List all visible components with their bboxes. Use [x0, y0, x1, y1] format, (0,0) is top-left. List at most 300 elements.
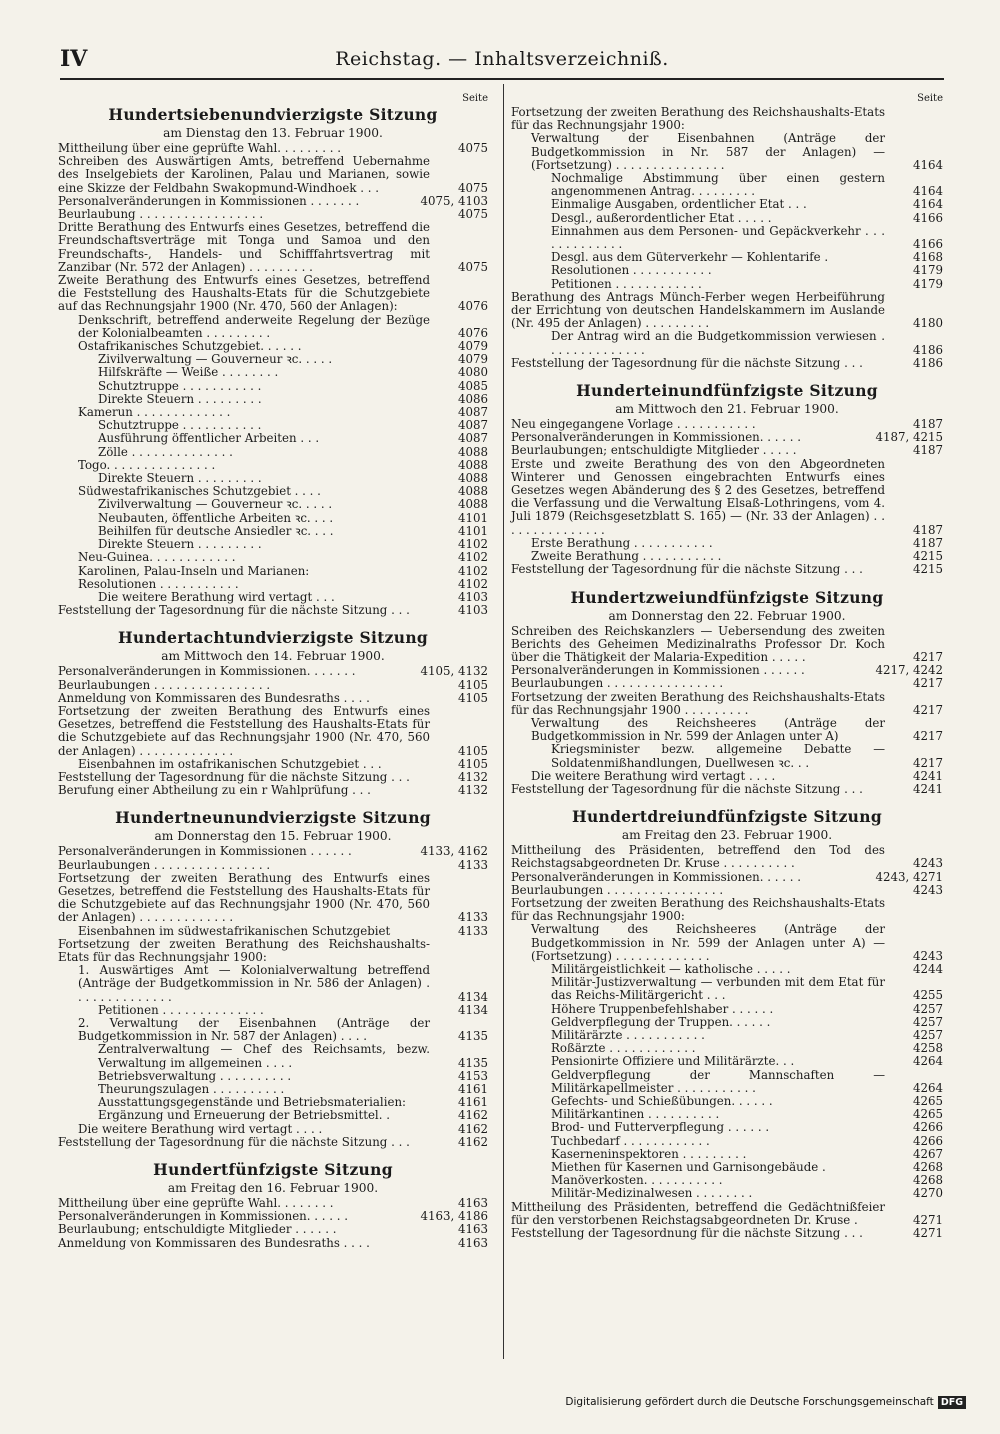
entry-text: Militärärzte . . . . . . . . . . .	[551, 1027, 705, 1042]
entry-text: Dritte Berathung des Entwurfs eines Gesetzes, betreffend die Freundschaftsverträge mit Tonga und Samoa und den Freundschafts-, Handels- und Schifffahrtsvertrag mit Zanzibar (Nr. 572 der Anlagen) . . . . . . . . .	[58, 220, 430, 274]
entry-text: Miethen für Kasernen und Garnisongebäude .	[551, 1160, 826, 1175]
entry-page-number: 4187, 4215	[875, 430, 943, 445]
entry-text: Militärgeistlichkeit — katholische . . . . .	[551, 961, 791, 976]
entry-text: Zweite Berathung des Entwurfs eines Gesetzes, betreffend die Feststellung des Haushalts-Etats für die Schutzgebiete auf das Rechnungsjahr 1900 (Nr. 470, 560 der Anlagen):	[58, 273, 430, 314]
entry-page-number: 4087	[457, 418, 488, 433]
entry-text: Einmalige Ausgaben, ordentlicher Etat . . .	[551, 197, 807, 212]
entry-page-number: 4075, 4103	[420, 193, 488, 208]
toc-entry	[58, 221, 488, 274]
toc-entry	[511, 1227, 943, 1240]
entry-text: Manöverkosten. . . . . . . . . . .	[551, 1173, 723, 1188]
entry-text: Ausführung öffentlicher Arbeiten . . .	[98, 431, 320, 446]
entry-page-number: 4241	[912, 768, 943, 783]
entry-page-number: 4243	[912, 882, 943, 897]
toc-entry	[58, 512, 488, 525]
entry-text: Zweite Berathung . . . . . . . . . . .	[531, 549, 722, 564]
entry-page-number: 4087	[457, 405, 488, 420]
toc-entry	[58, 1004, 488, 1017]
entry-text: Kaserneninspektoren . . . . . . . . .	[551, 1146, 747, 1161]
entry-text: Verwaltung des Reichsheeres (Anträge der Budgetkommission in Nr. 599 der Anlagen unter A) — (Fortsetzung) . . . . . . . . . . . . .	[531, 922, 885, 963]
toc-entry	[58, 872, 488, 925]
entry-text: Fortsetzung der zweiten Berathung des Entwurfs eines Gesetzes, betreffend die Feststellung des Haushalts-Etats für die Schutzgebiete auf das Rechnungsjahr 1900 (Nr. 470, 560 der Anlagen) . . . . . . . . . . . . .	[58, 870, 430, 925]
entry-page-number: 4217, 4242	[875, 663, 943, 678]
entry-text: Schutztruppe . . . . . . . . . . .	[98, 378, 262, 393]
entry-page-number: 4153	[457, 1068, 488, 1083]
toc-entry	[511, 844, 943, 870]
session-title: Hundertdreiundfünfzigste Sitzung	[572, 807, 882, 827]
entry-page-number: 4186	[912, 355, 943, 370]
entry-page-number: 4079	[457, 339, 488, 354]
session-title: Hundertzweiundfünfzigste Sitzung	[570, 587, 884, 607]
entry-page-number: 4257	[912, 1001, 943, 1016]
entry-page-number: 4133, 4162	[420, 844, 488, 859]
entry-page-number: 4085	[457, 378, 488, 393]
entry-page-number: 4164	[912, 157, 943, 172]
entry-page-number: 4179	[912, 276, 943, 291]
entry-text: Mittheilung des Präsidenten, betreffend die Gedächtnißfeier für den verstorbenen Reichstagsabgeordneten Dr. Kruse .	[511, 1199, 885, 1227]
entry-page-number: 4168	[912, 250, 943, 265]
entry-text: Schutztruppe . . . . . . . . . . .	[98, 418, 262, 433]
entry-text: Beurlaubung; entschuldigte Mitglieder . . . . . .	[58, 1222, 337, 1237]
entry-text: Direkte Steuern . . . . . . . . .	[98, 471, 262, 486]
entry-text: 2. Verwaltung der Eisenbahnen (Anträge der Budgetkommission in Nr. 587 der Anlagen) . . . .	[78, 1015, 430, 1044]
entry-text: Fortsetzung der zweiten Berathung des Reichshaushalts-Etats für das Rechnungsjahr 1900:	[511, 105, 885, 133]
entry-text: Erste und zweite Berathung des von den Abgeordneten Winterer und Genossen eingebrachten Entwurfs eines Gesetzes wegen Abänderung des § 2 des Gesetzes, betreffend die Verfassung und die Verwaltung Elsaß-Lothringens, vom 4. Juli 1879 (Reichsgesetzblatt S. 165) — (Nr. 33 der Anlagen) . . . . . . . . . . . . . . .	[511, 456, 885, 537]
entry-text: Direkte Steuern . . . . . . . . .	[98, 537, 262, 552]
entry-text: Zentralverwaltung — Chef des Reichsamts, bezw. Verwaltung im allgemeinen . . . .	[98, 1042, 430, 1070]
toc-entry	[58, 845, 488, 858]
entry-text: Neubauten, öffentliche Arbeiten ꝛc. . . .	[98, 510, 334, 525]
entry-page-number: 4079	[457, 352, 488, 367]
entry-page-number: 4163, 4186	[420, 1209, 488, 1224]
entry-text: Personalveränderungen in Kommissionen . . . . . .	[511, 663, 805, 678]
entry-page-number: 4187	[912, 535, 943, 550]
toc-entry	[58, 1136, 488, 1149]
entry-text: Feststellung der Tagesordnung für die nächste Sitzung . . .	[511, 562, 863, 577]
entry-text: Südwestafrikanisches Schutzgebiet . . . .	[78, 484, 321, 499]
entry-text: Ausstattungsgegenstände und Betriebsmaterialien:	[98, 1095, 407, 1110]
toc-entry	[58, 498, 488, 511]
entry-text: Feststellung der Tagesordnung für die nächste Sitzung . . .	[58, 603, 410, 618]
entry-text: Militärkantinen . . . . . . . . . .	[551, 1107, 720, 1122]
entry-page-number: 4186	[912, 342, 943, 357]
entry-text: Berufung einer Abtheilung zu ein r Wahlprüfung . . .	[58, 783, 371, 798]
entry-page-number: 4075	[457, 180, 488, 195]
entry-page-number: 4132	[457, 783, 488, 798]
entry-text: Zivilverwaltung — Gouverneur ꝛc. . . . .	[98, 352, 333, 367]
entry-page-number: 4102	[457, 550, 488, 565]
entry-text: Berathung des Antrags Münch-Ferber wegen Herbeiführung der Errichtung von deutschen Handelskammern im Auslande (Nr. 495 der Anlagen) . . . . . . . . .	[511, 289, 885, 331]
seite-label: Seite	[917, 93, 943, 104]
entry-text: Personalveränderungen in Kommissionen. . . . . .	[511, 869, 802, 884]
entry-page-number: 4162	[457, 1121, 488, 1136]
entry-text: Fortsetzung der zweiten Berathung des Entwurfs eines Gesetzes, betreffend die Feststellung des Haushalts-Etats für die Schutzgebiete auf das Rechnungsjahr 1900 (Nr. 470, 560 der Anlagen) . . . . . . . . . . . . .	[58, 703, 430, 758]
entry-page-number: 4244	[912, 961, 943, 976]
entry-page-number: 4268	[912, 1173, 943, 1188]
session-date: am Dienstag den 13. Februar 1900.	[163, 126, 383, 140]
entry-text: Theurungszulagen . . . . . . . . . .	[98, 1082, 285, 1096]
entry-page-number: 4132	[457, 769, 488, 784]
entry-text: Personalveränderungen in Kommissionen . . . . . .	[58, 844, 352, 859]
toc-entry	[511, 458, 943, 537]
toc-entry	[511, 106, 943, 132]
session-title: Hunderteinundfünfzigste Sitzung	[576, 381, 878, 401]
toc-entry	[58, 1109, 488, 1122]
entry-page-number: 4166	[912, 237, 943, 252]
entry-page-number: 4243	[912, 856, 943, 871]
entry-text: Feststellung der Tagesordnung für die nächste Sitzung . . .	[58, 769, 410, 784]
entry-text: Eisenbahnen im südwestafrikanischen Schutzgebiet	[78, 923, 391, 938]
session-date: am Mittwoch den 21. Februar 1900.	[615, 402, 839, 417]
entry-text: Personalveränderungen in Kommissionen. . . . . .	[511, 430, 802, 445]
entry-page-number: 4265	[912, 1094, 943, 1108]
entry-text: Verwaltung des Reichsheeres (Anträge der Budgetkommission in Nr. 599 der Anlagen unter A)	[531, 715, 885, 744]
entry-text: Höhere Truppenbefehlshaber . . . . . .	[551, 1001, 774, 1016]
session-title: Hundertachtundvierzigste Sitzung	[117, 628, 429, 648]
entry-text: Nochmalige Abstimmung über einen gestern angenommenen Antrag. . . . . . . . .	[551, 171, 885, 199]
session-title: Hundertfünfzigste Sitzung	[153, 1160, 393, 1180]
entry-page-number: 4187	[912, 522, 943, 537]
toc-entry	[58, 1017, 488, 1043]
entry-page-number: 4103	[457, 589, 488, 604]
column-divider	[503, 84, 504, 1359]
entry-text: Pensionirte Offiziere und Militärärzte. . .	[551, 1054, 795, 1069]
entry-page-number: 4162	[457, 1108, 488, 1123]
toc-entry	[511, 1201, 943, 1227]
entry-page-number: 4255	[912, 988, 943, 1003]
entry-text: Neu eingegangene Vorlage . . . . . . . . . . .	[511, 417, 756, 432]
toc-entry	[58, 1237, 488, 1250]
entry-page-number: 4243, 4271	[875, 869, 943, 884]
entry-text: Togo. . . . . . . . . . . . . . .	[78, 457, 216, 472]
toc-entry	[58, 155, 488, 195]
entry-page-number: 4241	[912, 781, 943, 796]
entry-page-number: 4133	[457, 923, 488, 938]
footer-credit	[565, 1396, 966, 1409]
entry-text: Feststellung der Tagesordnung für die nächste Sitzung . . .	[58, 1134, 410, 1149]
toc-entry	[58, 565, 488, 578]
page-number: IV	[60, 46, 88, 72]
entry-page-number: 4163	[457, 1235, 488, 1250]
entry-text: Desgl. aus dem Güterverkehr — Kohlentarife .	[551, 250, 829, 265]
entry-page-number: 4088	[457, 471, 488, 486]
entry-text: Schreiben des Auswärtigen Amts, betreffend Uebernahme des Inselgebiets der Karolinen, Palau und Marianen, sowie eine Skizze der Feldbahn Swakopmund-Windhoek . . .	[58, 154, 430, 195]
entry-page-number: 4264	[912, 1080, 943, 1095]
entry-page-number: 4102	[457, 563, 488, 578]
entry-text: Geldverpflegung der Truppen. . . . . .	[551, 1014, 771, 1029]
entry-page-number: 4133	[457, 910, 488, 925]
entry-page-number: 4258	[912, 1041, 943, 1056]
entry-page-number: 4164	[912, 184, 943, 199]
entry-text: Tuchbedarf . . . . . . . . . . . .	[551, 1133, 710, 1148]
right-column	[511, 92, 943, 1240]
toc-entry	[58, 784, 488, 797]
toc-entry	[58, 1043, 488, 1069]
toc-entry	[511, 871, 943, 884]
entry-text: Geldverpflegung der Mannschaften — Militärkapellmeister . . . . . . . . . . .	[551, 1067, 885, 1095]
entry-text: Gefechts- und Schießübungen. . . . . .	[551, 1094, 773, 1108]
entry-text: Beihilfen für deutsche Ansiedler ꝛc. . . .	[98, 523, 334, 538]
entry-text: Anmeldung von Kommissaren des Bundesraths . . . .	[58, 690, 370, 705]
toc-entry	[511, 444, 943, 457]
entry-text: Militär-Medizinalwesen . . . . . . . .	[551, 1186, 753, 1201]
toc-entry	[511, 884, 943, 897]
toc-entry	[511, 264, 943, 277]
entry-page-number: 4087	[457, 431, 488, 446]
entry-page-number: 4088	[457, 457, 488, 472]
entry-text: Karolinen, Palau-Inseln und Marianen:	[78, 563, 310, 578]
entry-page-number: 4102	[457, 537, 488, 552]
entry-page-number: 4088	[457, 484, 488, 499]
toc-entry	[511, 625, 943, 665]
entry-page-number: 4076	[457, 325, 488, 340]
entry-page-number: 4266	[912, 1120, 943, 1135]
entry-text: Beurlaubung . . . . . . . . . . . . . . . . .	[58, 207, 264, 222]
toc-entry	[511, 976, 943, 1002]
toc-entry	[58, 859, 488, 872]
entry-text: Verwaltung der Eisenbahnen (Anträge der Budgetkommission in Nr. 587 der Anlagen) — (Fortsetzung) . . . . . . . . . . . . . . .	[531, 131, 885, 172]
entry-text: Feststellung der Tagesordnung für die nächste Sitzung . . .	[511, 1226, 863, 1241]
entry-text: Mittheilung des Präsidenten, betreffend den Tod des Reichstagsabgeordneten Dr. Kruse . . . . . . . . . .	[511, 843, 885, 871]
toc-entry	[511, 1187, 943, 1200]
footer-text: Digitalisierung gefördert durch die Deutsche Forschungsgemeinschaft	[565, 1396, 934, 1408]
entry-text: Desgl., außerordentlicher Etat . . . . .	[551, 210, 772, 225]
entry-text: Resolutionen . . . . . . . . . . .	[551, 263, 712, 278]
entry-page-number: 4075	[457, 207, 488, 222]
entry-text: Ostafrikanisches Schutzgebiet. . . . . .	[78, 339, 302, 354]
entry-text: Militär-Justizverwaltung — verbunden mit dem Etat für das Reichs-Militärgericht . . .	[551, 975, 885, 1003]
entry-text: Mittheilung über eine geprüfte Wahl. . . . . . . . .	[58, 141, 341, 155]
toc-entry	[58, 665, 488, 678]
entry-page-number: 4105	[457, 690, 488, 705]
entry-text: Petitionen . . . . . . . . . . . .	[551, 276, 702, 291]
toc-entry	[58, 314, 488, 340]
toc-entry	[511, 330, 943, 356]
toc-entry	[511, 278, 943, 291]
toc-entry	[511, 770, 943, 783]
entry-text: Feststellung der Tagesordnung für die nächste Sitzung . . .	[511, 355, 863, 370]
toc-entry	[511, 1003, 943, 1016]
session-title: Hundertsiebenundvierzigste Sitzung	[108, 105, 438, 124]
entry-page-number: 4217	[912, 702, 943, 717]
entry-page-number: 4080	[457, 365, 488, 380]
entry-text: Kriegsminister bezw. allgemeine Debatte — Soldatenmißhandlungen, Duellwesen ꝛc. . .	[551, 742, 885, 770]
toc-entry	[511, 717, 943, 743]
toc-entry	[58, 366, 488, 379]
entry-page-number: 4135	[457, 1029, 488, 1044]
seite-label: Seite	[462, 93, 488, 104]
entry-page-number: 4180	[912, 316, 943, 331]
entry-page-number: 4101	[457, 510, 488, 525]
toc-entry	[511, 743, 943, 769]
entry-page-number: 4161	[457, 1095, 488, 1110]
toc-entry	[511, 1016, 943, 1029]
toc-entry	[511, 1121, 943, 1134]
entry-page-number: 4187	[912, 417, 943, 432]
entry-page-number: 4163	[457, 1222, 488, 1237]
entry-page-number: 4105	[457, 743, 488, 758]
entry-page-number: 4217	[912, 649, 943, 664]
entry-text: Feststellung der Tagesordnung für die nächste Sitzung . . .	[511, 781, 863, 796]
entry-text: Die weitere Berathung wird vertagt . . .	[98, 589, 335, 604]
entry-page-number: 4075	[457, 259, 488, 274]
entry-page-number: 4243	[912, 948, 943, 963]
left-column	[58, 92, 488, 1250]
toc-entry	[58, 432, 488, 445]
entry-text: Brod- und Futterverpflegung . . . . . .	[551, 1120, 770, 1135]
dfg-logo: DFG	[938, 1396, 966, 1409]
entry-page-number: 4133	[457, 857, 488, 872]
entry-page-number: 4105	[457, 756, 488, 771]
entry-text: Eisenbahnen im ostafrikanischen Schutzgebiet . . .	[78, 756, 382, 771]
toc-entry	[58, 925, 488, 938]
entry-text: Neu-Guinea. . . . . . . . . . . .	[78, 550, 236, 565]
entry-text: Fortsetzung der zweiten Berathung des Reichshaushalts-Etats für das Rechnungsjahr 1900:	[511, 895, 885, 924]
entry-page-number: 4265	[912, 1107, 943, 1122]
entry-page-number: 4215	[912, 562, 943, 577]
entry-text: Anmeldung von Kommissaren des Bundesraths . . . .	[58, 1235, 370, 1250]
entry-page-number: 4268	[912, 1160, 943, 1175]
toc-entry	[511, 1135, 943, 1148]
entry-text: Beurlaubungen; entschuldigte Mitglieder . . . . .	[511, 443, 797, 458]
toc-entry	[511, 172, 943, 198]
entry-page-number: 4161	[457, 1082, 488, 1096]
session-date: am Donnerstag den 15. Februar 1900.	[154, 829, 392, 844]
toc-entry	[511, 923, 943, 963]
entry-text: Beurlaubungen . . . . . . . . . . . . . . . .	[511, 882, 724, 897]
session-date: am Freitag den 16. Februar 1900.	[167, 1181, 379, 1196]
entry-page-number: 4105, 4132	[420, 664, 488, 679]
entry-page-number: 4271	[912, 1212, 943, 1227]
entry-page-number: 4164	[912, 197, 943, 212]
entry-text: Beurlaubungen . . . . . . . . . . . . . . . .	[58, 857, 271, 872]
entry-text: Ergänzung und Erneuerung der Betriebsmittel. .	[98, 1108, 390, 1123]
toc-entry	[511, 225, 943, 251]
toc-entry	[511, 291, 943, 331]
entry-text: Fortsetzung der zweiten Berathung des Reichshaushalts-Etats für das Rechnungsjahr 1900:	[58, 936, 430, 964]
toc-entry	[511, 783, 943, 796]
entry-page-number: 4076	[457, 299, 488, 314]
entry-page-number: 4266	[912, 1133, 943, 1148]
entry-page-number: 4135	[457, 1055, 488, 1070]
toc-entry	[58, 274, 488, 314]
toc-entry	[511, 212, 943, 225]
session-date: am Freitag den 23. Februar 1900.	[621, 828, 833, 843]
entry-text: Personalveränderungen in Kommissionen. . . . . . .	[58, 664, 356, 679]
entry-page-number: 4271	[912, 1226, 943, 1241]
entry-text: Betriebsverwaltung . . . . . . . . . .	[98, 1068, 292, 1083]
entry-page-number: 4270	[912, 1186, 943, 1201]
entry-page-number: 4162	[457, 1134, 488, 1149]
entry-text: Schreiben des Reichskanzlers — Uebersendung des zweiten Berichts des Geheimen Medizinalraths Professor Dr. Koch über die Thätigkeit der Malaria-Expedition . . . . .	[511, 623, 885, 664]
entry-page-number: 4105	[457, 677, 488, 692]
toc-entry	[58, 938, 488, 964]
entry-page-number: 4257	[912, 1014, 943, 1029]
toc-entry	[511, 897, 943, 923]
entry-text: Personalveränderungen in Kommissionen. . . . . .	[58, 1209, 349, 1224]
entry-page-number: 4217	[912, 755, 943, 770]
entry-page-number: 4134	[457, 1002, 488, 1017]
toc-entry	[58, 964, 488, 1004]
toc-entry	[511, 1069, 943, 1095]
toc-entry	[58, 758, 488, 771]
toc-entry	[511, 691, 943, 717]
entry-page-number: 4215	[912, 549, 943, 564]
entry-text: Zölle . . . . . . . . . . . . . .	[98, 444, 233, 459]
toc-entry	[58, 705, 488, 758]
entry-page-number: 4163	[457, 1196, 488, 1211]
entry-text: Fortsetzung der zweiten Berathung des Reichshaushalts-Etats für das Rechnungsjahr 1900 . . . . . . . . .	[511, 689, 885, 717]
page-header	[60, 46, 944, 76]
entry-text: Erste Berathung . . . . . . . . . . .	[531, 535, 713, 550]
entry-text: 1. Auswärtiges Amt — Kolonialverwaltung betreffend (Anträge der Budgetkommission in Nr. 586 der Anlagen) . . . . . . . . . . . . . .	[78, 963, 430, 1004]
toc-entry	[58, 1223, 488, 1236]
toc-entry	[58, 679, 488, 692]
toc-entry	[511, 1055, 943, 1068]
entry-page-number: 4217	[912, 729, 943, 744]
entry-text: Personalveränderungen in Kommissionen . . . . . . .	[58, 193, 360, 208]
entry-page-number: 4166	[912, 210, 943, 225]
entry-text: Der Antrag wird an die Budgetkommission verwiesen . . . . . . . . . . . . . .	[551, 329, 885, 357]
entry-text: Denkschrift, betreffend anderweite Regelung der Bezüge der Kolonialbeamten . . . . . . . . .	[78, 312, 430, 340]
header-rule	[60, 78, 944, 80]
entry-text: Zivilverwaltung — Gouverneur ꝛc. . . . .	[98, 497, 333, 512]
toc-entry	[511, 563, 943, 576]
entry-text: Petitionen . . . . . . . . . . . . . .	[98, 1002, 264, 1017]
toc-entry	[58, 551, 488, 564]
entry-text: Beurlaubungen . . . . . . . . . . . . . . . .	[511, 676, 724, 691]
toc-entry	[511, 677, 943, 690]
entry-page-number: 4075	[457, 141, 488, 155]
entry-page-number: 4101	[457, 523, 488, 538]
toc-entry	[58, 380, 488, 393]
entry-page-number: 4088	[457, 444, 488, 459]
toc-entry	[511, 357, 943, 370]
page-title: Reichstag. — Inhaltsverzeichniß.	[335, 48, 669, 70]
toc-entry	[58, 604, 488, 617]
entry-text: Beurlaubungen . . . . . . . . . . . . . . . .	[58, 677, 271, 692]
entry-text: Mittheilung über eine geprüfte Wahl. . . . . . . .	[58, 1196, 334, 1211]
session-date: am Donnerstag den 22. Februar 1900.	[608, 608, 846, 623]
entry-page-number: 4134	[457, 989, 488, 1004]
entry-page-number: 4257	[912, 1027, 943, 1042]
entry-text: Kamerun . . . . . . . . . . . . .	[78, 405, 231, 420]
toc-entry	[511, 198, 943, 211]
session-date: am Mittwoch den 14. Februar 1900.	[161, 649, 385, 664]
entry-page-number: 4217	[912, 676, 943, 691]
entry-page-number: 4088	[457, 497, 488, 512]
toc-entry	[58, 446, 488, 459]
entry-text: Die weitere Berathung wird vertagt . . . .	[531, 768, 776, 783]
entry-page-number: 4086	[457, 391, 488, 406]
entry-text: Direkte Steuern . . . . . . . . .	[98, 391, 262, 406]
entry-text: Einnahmen aus dem Personen- und Gepäckverkehr . . . . . . . . . . . . .	[551, 223, 885, 252]
entry-text: Resolutionen . . . . . . . . . . .	[78, 576, 239, 591]
toc-entry	[58, 578, 488, 591]
entry-text: Roßärzte . . . . . . . . . . . .	[551, 1041, 696, 1056]
toc-entry	[58, 1123, 488, 1136]
entry-page-number: 4187	[912, 443, 943, 458]
toc-entry	[58, 692, 488, 705]
session-title: Hundertneunundvierzigste Sitzung	[115, 808, 431, 828]
toc-entry	[511, 132, 943, 172]
entry-page-number: 4179	[912, 263, 943, 278]
entry-page-number: 4103	[457, 603, 488, 618]
entry-text: Hilfskräfte — Weiße . . . . . . . .	[98, 365, 279, 380]
entry-page-number: 4267	[912, 1146, 943, 1161]
entry-page-number: 4264	[912, 1054, 943, 1069]
entry-page-number: 4102	[457, 576, 488, 591]
